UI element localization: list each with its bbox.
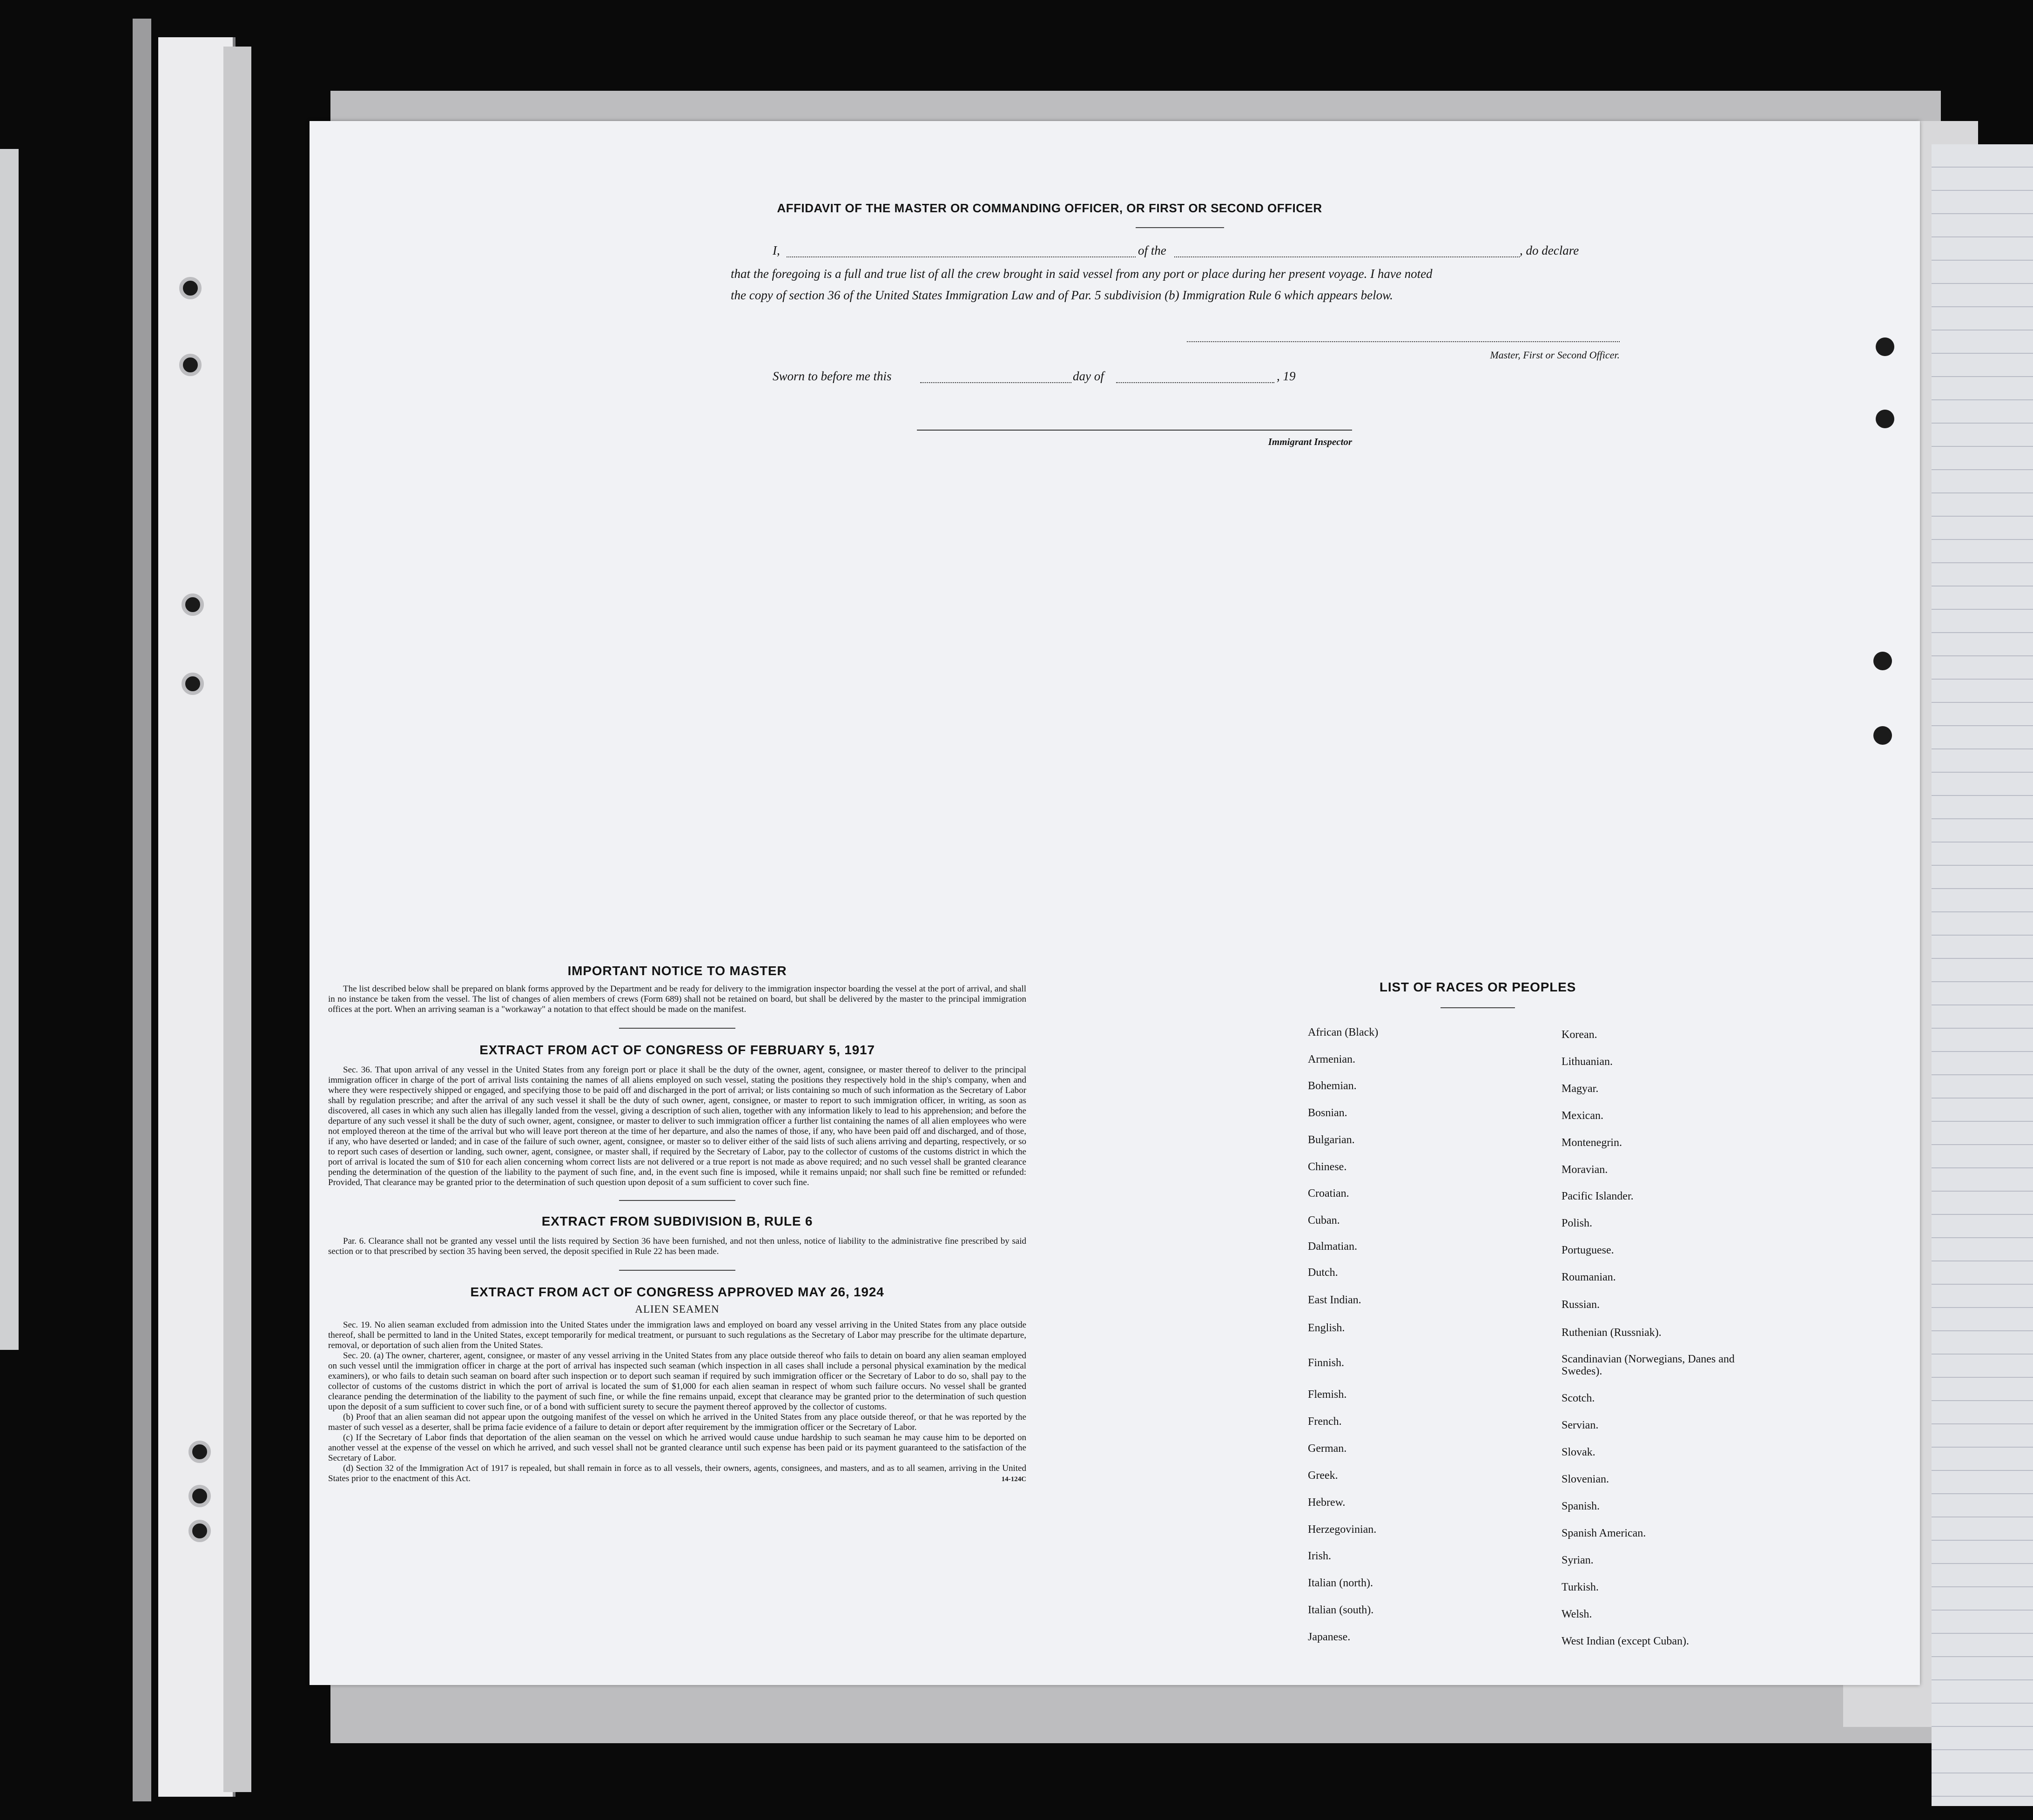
race-item: Pacific Islander.: [1562, 1190, 1634, 1202]
race-item: Roumanian.: [1562, 1271, 1616, 1283]
extract-rule6-body: Par. 6. Clearance shall not be granted any vessel until the lists required by Section 36 have been furnished, and not then unless, notice of liability to the administrative fine prescribed by said section or to that prescribed by section 35 having been served, the deposit specified in Rule 22 has been made.: [328, 1236, 1026, 1256]
punch-hole-icon: [1876, 337, 1894, 356]
binder-strip: [223, 47, 251, 1792]
race-item: Dutch.: [1308, 1267, 1338, 1279]
binder-hole-icon: [182, 673, 204, 695]
affidavit-declare-label: , do declare: [1520, 243, 1579, 257]
race-item: Spanish American.: [1562, 1527, 1646, 1539]
race-item: Chinese.: [1308, 1161, 1347, 1173]
officer-name-field[interactable]: [787, 256, 1136, 257]
race-item: Bulgarian.: [1308, 1134, 1355, 1146]
race-item: Polish.: [1562, 1217, 1593, 1229]
sworn-day-of-label: day of: [1073, 369, 1104, 383]
binder-hole-icon: [179, 354, 202, 376]
master-signature-caption: Master, First or Second Officer.: [1490, 349, 1620, 361]
race-item: Russian.: [1562, 1299, 1600, 1311]
race-item: Ruthenian (Russniak).: [1562, 1327, 1662, 1339]
affidavit-i-label: I,: [773, 243, 780, 257]
race-item: Herzegovinian.: [1308, 1523, 1377, 1536]
binder-strip: [133, 19, 151, 1801]
race-item: Bosnian.: [1308, 1107, 1347, 1119]
race-item: Slovenian.: [1562, 1473, 1609, 1485]
race-item: Montenegrin.: [1562, 1137, 1622, 1149]
document-page: [310, 121, 1920, 1685]
right-ledger-page: [1932, 144, 2033, 1806]
binder-hole-icon: [188, 1520, 211, 1542]
punch-hole-icon: [1873, 652, 1892, 670]
form-number: 14-124C: [1001, 1476, 1026, 1483]
race-item: German.: [1308, 1443, 1347, 1455]
race-item: African (Black): [1308, 1026, 1379, 1038]
race-item: Japanese.: [1308, 1631, 1351, 1643]
race-item: Servian.: [1562, 1419, 1599, 1431]
punch-hole-icon: [1873, 726, 1892, 745]
race-item: East Indian.: [1308, 1294, 1361, 1306]
race-item: Portuguese.: [1562, 1244, 1614, 1256]
race-item: Moravian.: [1562, 1164, 1608, 1176]
races-title: LIST OF RACES OR PEOPLES: [1379, 980, 1576, 994]
affidavit-line-3: the copy of section 36 of the United States Immigration Law and of Par. 5 subdivision (b) Immigration Rule 6 which appears below.: [731, 288, 1393, 302]
race-item: Italian (south).: [1308, 1604, 1374, 1616]
race-item: Flemish.: [1308, 1389, 1347, 1401]
section-rule: [619, 1270, 735, 1271]
race-item: Welsh.: [1562, 1608, 1592, 1620]
race-item: Mexican.: [1562, 1110, 1603, 1122]
sworn-prefix-label: Sworn to before me this: [773, 369, 892, 383]
sworn-month-field[interactable]: [1116, 382, 1274, 383]
extract-rule6-title: EXTRACT FROM SUBDIVISION B, RULE 6: [541, 1214, 813, 1228]
race-item: English.: [1308, 1322, 1345, 1334]
extract-1917-body: Sec. 36. That upon arrival of any vessel in the United States from any foreign port or place it shall be the duty of the owner, agent, consignee, or master thereof to deliver to the principal immigration officer in charge of the port of arrival lists containing the names of all aliens employed on such vessel, stating the positions they respectively hold in the ship's company, when and where they were respectively shipped or engaged, and specifying those to be paid off and discharged in the port of arrival; or lists containing so much of such information as the Secretary of Labor shall by regulation prescribe; and after the arrival of any such vessel it shall be the duty of such owner, agent, consignee, or master to report to such immigration officer, in writing, as soon as discovered, all cases in which any such alien has illegally landed from the vessel, giving a description of such alien, together with any information likely to lead to his apprehension; and before the departure of any such vessel it shall be the duty of such owner, agent, consignee, or master to deliver to such immigration officer a further list containing the names of all alien employees who were not employed thereon at the time of the arrival but who will leave port thereon at the time of her departure, and also the names of those, if any, who have been paid off and discharged, and of those, if any, who have deserted or landed; and in case of the failure of such owner, agent, consignee, or master so to deliver either of the said lists of such aliens arriving and departing, respectively, or so to report such cases of desertion or landing, such owner, agent, consignee, or master shall, if required by the Secretary of Labor, pay to the collector of customs of the customs district in which the port of arrival is located the sum of $10 for each alien concerning whom correct lists are not delivered or a true report is not made as above required; and no such vessel shall be granted clearance pending the determination of the question of the liability to the payment of such fine, and, in the event such fine is imposed, while it remains unpaid; nor shall such fine be remitted or refunded: Provided, That clearance may be granted prior to the determination of such question upon deposit of a sum sufficient to cover such fine.: [328, 1065, 1026, 1187]
binder-hole-icon: [179, 277, 202, 299]
inspector-caption: Immigrant Inspector: [1268, 436, 1352, 447]
sworn-day-field[interactable]: [920, 382, 1071, 383]
title-rule: [1136, 227, 1224, 228]
binder-hole-icon: [182, 593, 204, 616]
extract-1924-subtitle: ALIEN SEAMEN: [635, 1303, 720, 1315]
race-item: West Indian (except Cuban).: [1562, 1635, 1689, 1647]
race-item: Scotch.: [1562, 1392, 1595, 1404]
left-page-edge: [0, 149, 19, 1350]
race-item: Cuban.: [1308, 1214, 1340, 1227]
race-item: Scandinavian (Norwegians, Danes and Swedes).: [1562, 1353, 1735, 1377]
vessel-name-field[interactable]: [1174, 256, 1520, 257]
race-item: Lithuanian.: [1562, 1056, 1613, 1068]
notice-body: The list described below shall be prepared on blank forms approved by the Department and be ready for delivery to the immigration inspector boarding the vessel at the port of arrival, and shall in no instance be taken from the vessel. The list of changes of alien members of crews (Form 689) shall not be retained on board, but shall be delivered by the master to the principal immigration offices at the port. When an arriving seaman is a "workaway" a notation to that effect should be made on the manifest.: [328, 984, 1026, 1014]
races-title-rule: [1441, 1007, 1515, 1008]
race-item: Croatian.: [1308, 1187, 1349, 1200]
race-item: French.: [1308, 1416, 1342, 1428]
inspector-signature-field[interactable]: [917, 430, 1352, 431]
section-rule: [619, 1200, 735, 1201]
race-item: Dalmatian.: [1308, 1240, 1357, 1253]
binder-hole-icon: [188, 1485, 211, 1507]
affidavit-title: AFFIDAVIT OF THE MASTER OR COMMANDING OFFICER, OR FIRST OR SECOND OFFICER: [777, 201, 1322, 215]
race-item: Slovak.: [1562, 1446, 1595, 1458]
race-item: Greek.: [1308, 1469, 1338, 1482]
sec-20a-paragraph: Sec. 20. (a) The owner, charterer, agent, consignee, or master of any vessel arriving in the United States from any place outside thereof who fails to detain on board any alien seaman employed on such vessel until the immigration officer in charge at the port of arrival has inspected such seaman (which inspection in all cases shall include a personal physical examination by the medical examiners), or who fails to detain such seaman on board after such inspection or to deport such seaman if required by such immigration officer or the Secretary of Labor to do so, shall pay to the collector of customs of the customs district in which the port of arrival is located the sum of $1,000 for each alien seaman in respect of whom such failure occurs. No vessel shall be granted clearance pending the determination of the liability to the payment of such fine, or while the fine remains unpaid, except that clearance may be granted prior to the determination of such question upon the deposit of a sum sufficient to cover such fine, or of a bond with sufficient surety to secure the payment thereof approved by the collector of customs.: [328, 1351, 1026, 1412]
sworn-year-label: , 19: [1277, 369, 1296, 383]
sec-20c-paragraph: (c) If the Secretary of Labor finds that deportation of the alien seaman on the vessel on which he arrived would cause undue hardship to such seaman he may cause him to be deported on another vessel at the expense of the vessel on which he arrived, and such vessel shall not be granted clearance until such expense has been paid or its payment guaranteed to the satisfaction of the Secretary of Labor.: [328, 1433, 1026, 1463]
sec-20d-paragraph: (d) Section 32 of the Immigration Act of 1917 is repealed, but shall remain in force as to all vessels, their owners, agents, consignees, and masters, and as to all seamen, arriving in the United States prior to the enactment of this Act.: [328, 1463, 1026, 1483]
race-item: Bohemian.: [1308, 1080, 1357, 1092]
binder-hole-icon: [188, 1441, 211, 1463]
affidavit-of-the-label: of the: [1138, 243, 1166, 257]
race-item: Korean.: [1562, 1029, 1597, 1041]
notice-column: [328, 964, 1026, 1483]
extract-1924-title: EXTRACT FROM ACT OF CONGRESS APPROVED MAY 26, 1924: [470, 1285, 884, 1299]
punch-hole-icon: [1876, 410, 1894, 428]
section-rule: [619, 1028, 735, 1029]
sec-19-paragraph: Sec. 19. No alien seaman excluded from admission into the United States under the immigration laws and employed on board any vessel arriving in the United States from any place outside thereof, shall be permitted to land in the United States, except temporarily for medical treatment, or pursuant to such regulations as the Secretary of Labor may prescribe for the ultimate departure, removal, or deportation of such alien from the United States.: [328, 1320, 1026, 1350]
race-item: Magyar.: [1562, 1083, 1599, 1095]
sec-20b-paragraph: (b) Proof that an alien seaman did not appear upon the outgoing manifest of the vessel on which he arrived in the United States from any place outside thereof, or that he was reported by the master of such vessel as a deserter, shall be prima facie evidence of a failure to detain or deport after requirement by the immigration officer or the Secretary of Labor.: [328, 1412, 1026, 1432]
race-item: Spanish.: [1562, 1500, 1600, 1512]
race-item: Syrian.: [1562, 1554, 1594, 1566]
race-item: Finnish.: [1308, 1357, 1345, 1369]
race-item: Italian (north).: [1308, 1577, 1373, 1589]
master-signature-field[interactable]: [1187, 341, 1620, 342]
race-item: Turkish.: [1562, 1581, 1599, 1593]
notice-title: IMPORTANT NOTICE TO MASTER: [567, 964, 787, 978]
race-item: Hebrew.: [1308, 1496, 1346, 1509]
race-item: Irish.: [1308, 1550, 1331, 1562]
affidavit-line-2: that the foregoing is a full and true list of all the crew brought in said vessel from any port or place during her present voyage. I have noted: [731, 267, 1433, 281]
race-item: Armenian.: [1308, 1053, 1355, 1065]
extract-1917-title: EXTRACT FROM ACT OF CONGRESS OF FEBRUARY 5, 1917: [479, 1043, 875, 1057]
